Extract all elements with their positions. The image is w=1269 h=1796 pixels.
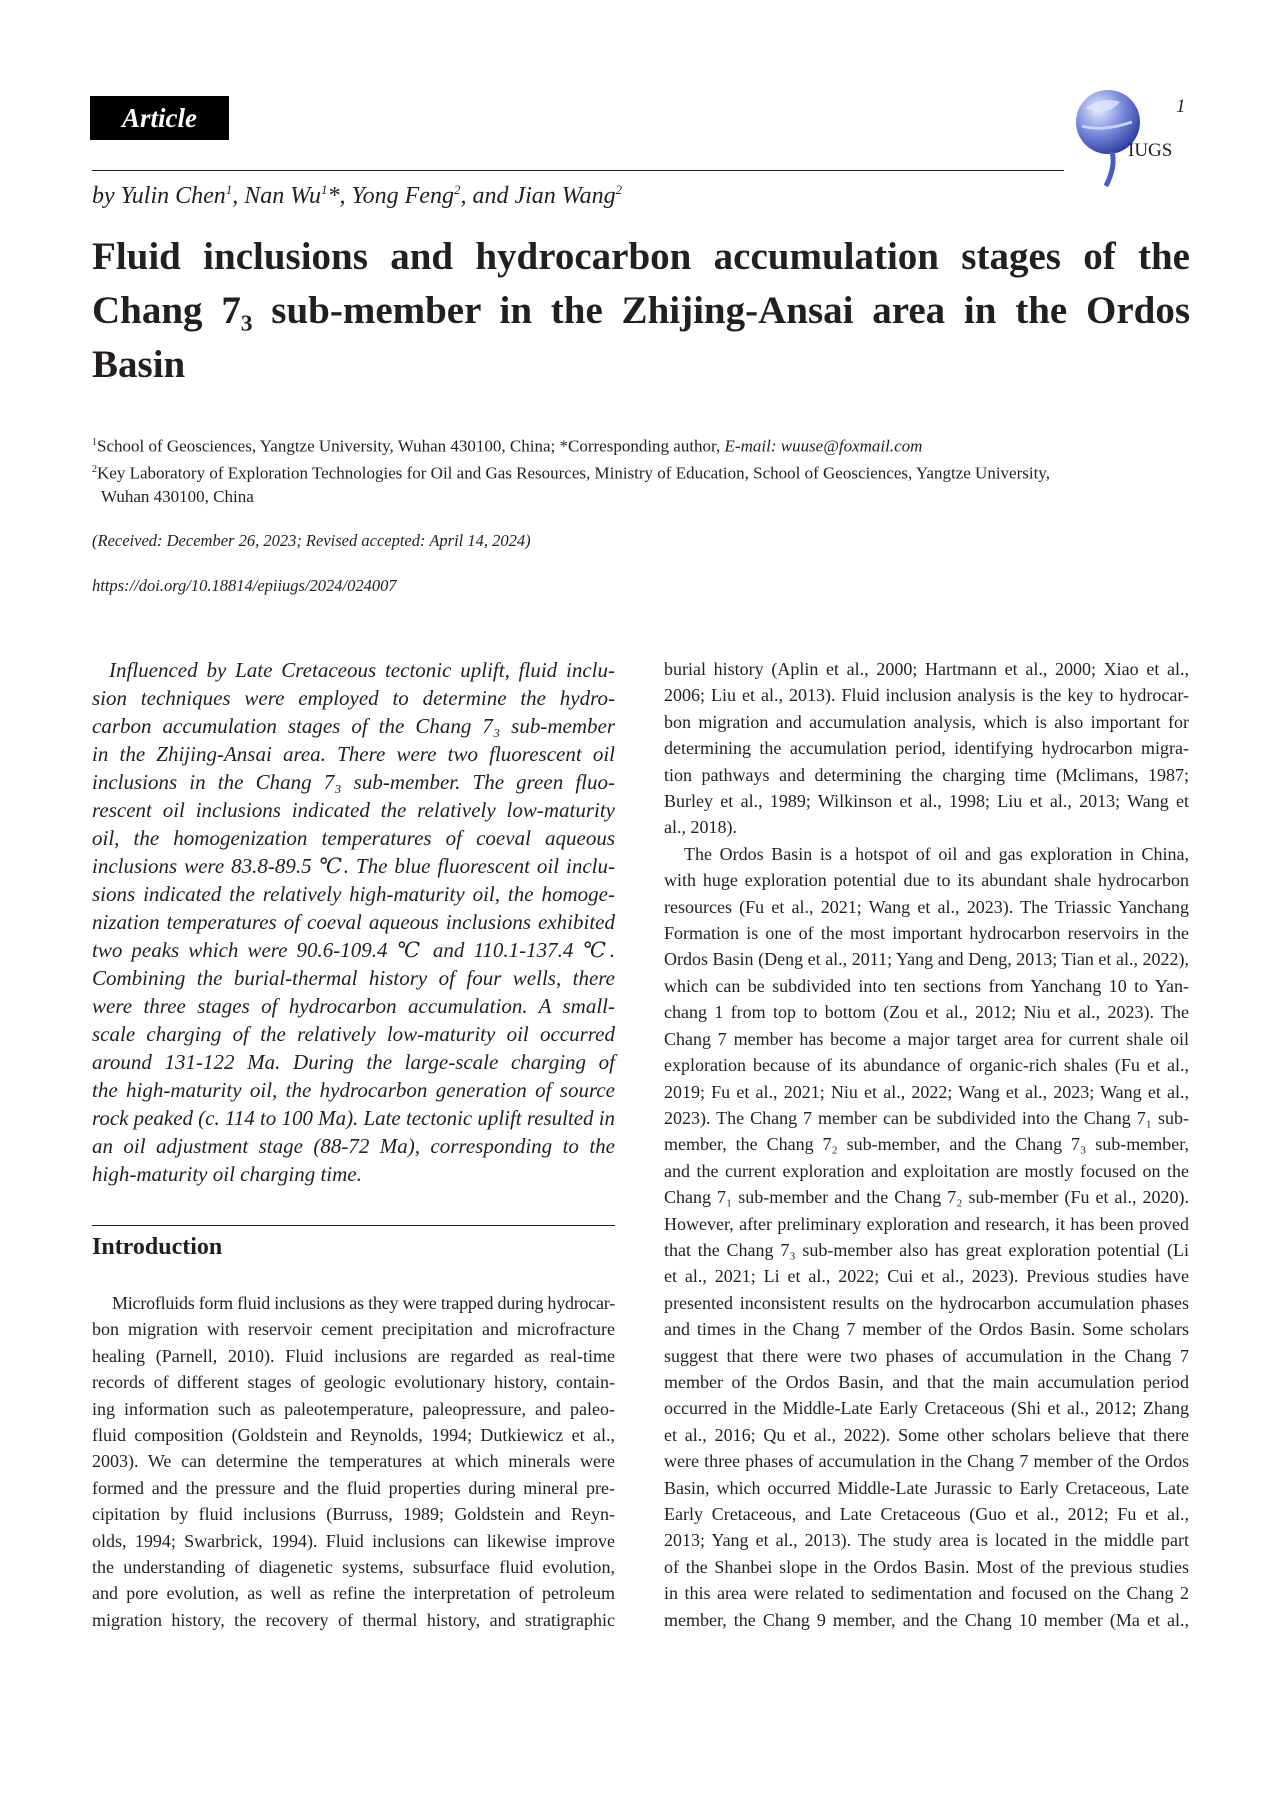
text-line: et al., 2016; Qu et al., 2022). Some other scholars believe that there xyxy=(664,1424,1189,1445)
text-line: and pore evolution, as well as refine the interpretation of petroleum xyxy=(92,1583,615,1604)
text-line: around 131-122 Ma. During the large-scale charging of xyxy=(92,1050,615,1074)
text-line: inclusions in the Chang 7₃ sub-member. The green fluo- xyxy=(92,770,615,794)
affiliations xyxy=(92,431,1192,509)
author-list xyxy=(92,174,622,212)
section-rule xyxy=(92,1225,615,1226)
text-line: nization temperatures of coeval aqueous inclusions exhibited xyxy=(92,910,615,934)
affiliation-2-continued: Wuhan 430100, China xyxy=(101,487,254,507)
text-line: which can be subdivided into ten sections from Yanchang 10 to Yan- xyxy=(664,975,1189,996)
globe-logo-icon xyxy=(1072,86,1192,190)
page-number: 1 xyxy=(1176,96,1186,117)
text-line: Formation is one of the most important hydrocarbon reservoirs in the xyxy=(664,923,1189,944)
text-line: 2019; Fu et al., 2021; Niu et al., 2022; Wang et al., 2023; Wang et al., xyxy=(664,1081,1189,1102)
text-line: of the Shanbei slope in the Ordos Basin. Most of the previous studies xyxy=(664,1556,1189,1577)
text-line: 2006; Liu et al., 2013). Fluid inclusion analysis is the key to hydrocar- xyxy=(664,685,1189,706)
author-affiliation: 2 xyxy=(615,182,623,197)
text-line: oil, the homogenization temperatures of coeval aqueous xyxy=(92,826,615,850)
text-line: Burley et al., 1989; Wilkinson et al., 1998; Liu et al., 2013; Wang et xyxy=(664,791,1189,812)
text-line: occurred in the Middle-Late Early Cretaceous (Shi et al., 2012; Zhang xyxy=(664,1398,1189,1419)
text-line: Early Cretaceous, and Late Cretaceous (Guo et al., 2012; Fu et al., xyxy=(664,1504,1189,1524)
text-line: 2023). The Chang 7 member can be subdivided into the Chang 7₁ sub- xyxy=(664,1107,1189,1128)
text-line: sions indicated the relatively high-maturity oil, the homoge- xyxy=(92,882,615,906)
author-separator: , and xyxy=(460,183,515,209)
text-line: carbon accumulation stages of the Chang 7₃ sub-member xyxy=(92,714,615,738)
abstract xyxy=(92,656,615,1188)
author-separator: , xyxy=(232,183,245,209)
affiliation-number: 1 xyxy=(92,437,97,448)
iugs-logo xyxy=(1072,86,1192,190)
title-line: Basin xyxy=(92,343,186,386)
text-line: presented inconsistent results on the hydrocarbon accumulation phases xyxy=(664,1292,1189,1313)
text-line: the high-maturity oil, the hydrocarbon generation of source xyxy=(92,1078,615,1102)
text-line: bon migration with reservoir cement precipitation and microfracture xyxy=(92,1319,615,1340)
author: by Yulin Chen xyxy=(92,183,226,209)
title-line: Chang 7₃ sub-member in the Zhijing-Ansai area in the Ordos xyxy=(92,289,1190,332)
logo-text: IUGS xyxy=(1128,140,1173,161)
text-line: with huge exploration potential due to its abundant shale hydrocarbon xyxy=(664,870,1189,891)
text-line: were three phases of accumulation in the Chang 7 member of the Ordos xyxy=(664,1451,1189,1472)
introduction-left-column xyxy=(92,1290,615,1633)
author-affiliation: 1 xyxy=(320,182,328,197)
text-line: records of different stages of geologic evolutionary history, contain- xyxy=(92,1372,615,1393)
received-dates: (Received: December 26, 2023; Revised accepted: April 14, 2024) xyxy=(92,531,531,550)
text-line: and the current exploration and exploitation are mostly focused on the xyxy=(664,1160,1189,1181)
affiliation-text: Key Laboratory of Exploration Technologies for Oil and Gas Resources, Ministry of Education, School of Geosciences, Yangtze University, xyxy=(97,463,1050,483)
text-line: resources (Fu et al., 2021; Wang et al., 2023). The Triassic Yanchang xyxy=(664,896,1189,917)
text-line: fluid composition (Goldstein and Reynolds, 1994; Dutkiewicz et al., xyxy=(92,1425,615,1446)
author: Nan Wu xyxy=(244,183,321,209)
author: Jian Wang xyxy=(514,183,616,209)
affiliation-text: School of Geosciences, Yangtze University, Wuhan 430100, China; *Corresponding author, xyxy=(97,436,725,456)
author-separator: *, xyxy=(327,183,352,209)
author: Yong Feng xyxy=(351,183,454,209)
text-line: burial history (Aplin et al., 2000; Hartmann et al., 2000; Xiao et al., xyxy=(664,659,1189,679)
doi-link[interactable]: https://doi.org/10.18814/epiiugs/2024/024007 xyxy=(92,576,397,595)
header-rule xyxy=(92,170,1064,171)
text-line: determining the accumulation period, identifying hydrocarbon migra- xyxy=(664,738,1189,759)
text-line: healing (Parnell, 2010). Fluid inclusions are regarded as real-time xyxy=(92,1345,615,1366)
corresponding-email[interactable]: E-mail: wuuse@foxmail.com xyxy=(724,436,923,456)
text-line: chang 1 from top to bottom (Zou et al., 2012; Niu et al., 2023). The xyxy=(664,1002,1189,1023)
text-line: high-maturity oil charging time. xyxy=(92,1162,362,1186)
text-line: Combining the burial-thermal history of four wells, there xyxy=(92,966,615,990)
text-line: al., 2018). xyxy=(664,817,737,838)
text-line: olds, 1994; Swarbrick, 1994). Fluid inclusions can likewise improve xyxy=(92,1530,615,1551)
text-line: in the Zhijing-Ansai area. There were two fluorescent oil xyxy=(92,742,615,766)
affiliation-2 xyxy=(92,458,1192,485)
text-line: migration history, the recovery of thermal history, and stratigraphic xyxy=(92,1609,615,1630)
text-line: The Ordos Basin is a hotspot of oil and gas exploration in China, xyxy=(684,843,1189,864)
text-line: 2003). We can determine the temperatures at which minerals were xyxy=(92,1451,615,1472)
text-line: 2013; Yang et al., 2013). The study area is located in the middle part xyxy=(664,1530,1189,1551)
text-line: Influenced by Late Cretaceous tectonic uplift, fluid inclu- xyxy=(109,658,615,682)
text-line: bon migration and accumulation analysis, which is also important for xyxy=(664,711,1189,732)
text-line: were three stages of hydrocarbon accumulation. A small- xyxy=(92,994,615,1018)
author-affiliation: 1 xyxy=(225,182,233,197)
text-line: two peaks which were 90.6-109.4 ℃ and 110.1-137.4 ℃. xyxy=(92,938,615,962)
text-line: Microfluids form fluid inclusions as they were trapped during hydrocar- xyxy=(112,1293,615,1313)
affiliation-number: 2 xyxy=(92,464,97,476)
text-line: scale charging of the relatively low-maturity oil occurred xyxy=(92,1022,615,1046)
text-line: suggest that there were two phases of accumulation in the Chang 7 xyxy=(664,1345,1189,1366)
title-line: Fluid inclusions and hydrocarbon accumulation stages of the xyxy=(92,235,1190,278)
text-line: that the Chang 7₃ sub-member also has great exploration potential (Li xyxy=(664,1239,1189,1260)
introduction-right-column xyxy=(664,656,1189,1633)
text-line: sion techniques were employed to determine the hydro- xyxy=(92,686,615,710)
text-line: cipitation by fluid inclusions (Burruss, 1989; Goldstein and Reyn- xyxy=(92,1504,615,1525)
text-line: ing information such as paleotemperature, paleopressure, and paleo- xyxy=(92,1398,615,1419)
article-type-label: Article xyxy=(90,96,229,140)
text-line: tion pathways and determining the charging time (Mclimans, 1987; xyxy=(664,764,1189,785)
text-line: Ordos Basin (Deng et al., 2011; Yang and Deng, 2013; Tian et al., 2022), xyxy=(664,949,1189,970)
text-line: Basin, which occurred Middle-Late Jurassic to Early Cretaceous, Late xyxy=(664,1477,1189,1498)
text-line: rock peaked (c. 114 to 100 Ma). Late tectonic uplift resulted in xyxy=(92,1106,615,1130)
text-line: member, the Chang 9 member, and the Chang 10 member (Ma et al., xyxy=(664,1609,1189,1630)
text-line: exploration because of its abundance of organic-rich shales (Fu et al., xyxy=(664,1055,1189,1076)
text-line: Chang 7₁ sub-member and the Chang 7₂ sub-member (Fu et al., 2020). xyxy=(664,1187,1189,1208)
section-heading-introduction: Introduction xyxy=(92,1234,223,1260)
text-line: in this area were related to sedimentation and focused on the Chang 2 xyxy=(664,1583,1189,1604)
text-line: member, the Chang 7₂ sub-member, and the Chang 7₃ sub-member, xyxy=(664,1134,1189,1155)
text-line: formed and the pressure and the fluid properties during mineral pre- xyxy=(92,1477,615,1498)
text-line: and times in the Chang 7 member of the Ordos Basin. Some scholars xyxy=(664,1319,1189,1340)
text-line: et al., 2021; Li et al., 2022; Cui et al., 2023). Previous studies have xyxy=(664,1266,1189,1287)
text-line: Chang 7 member has become a major target area for current shale oil xyxy=(664,1028,1189,1049)
author-affiliation: 2 xyxy=(453,182,461,197)
paper-title xyxy=(92,230,1190,392)
text-line: member of the Ordos Basin, and that the main accumulation period xyxy=(664,1371,1189,1392)
affiliation-1 xyxy=(92,431,1192,458)
text-line: rescent oil inclusions indicated the relatively low-maturity xyxy=(92,798,615,822)
text-line: the understanding of diagenetic systems, subsurface fluid evolution, xyxy=(92,1557,615,1578)
text-line: However, after preliminary exploration and research, it has been proved xyxy=(664,1213,1189,1234)
text-line: inclusions were 83.8-89.5 ℃. The blue fluorescent oil inclu- xyxy=(92,854,615,878)
text-line: an oil adjustment stage (88-72 Ma), corresponding to the xyxy=(92,1134,615,1158)
